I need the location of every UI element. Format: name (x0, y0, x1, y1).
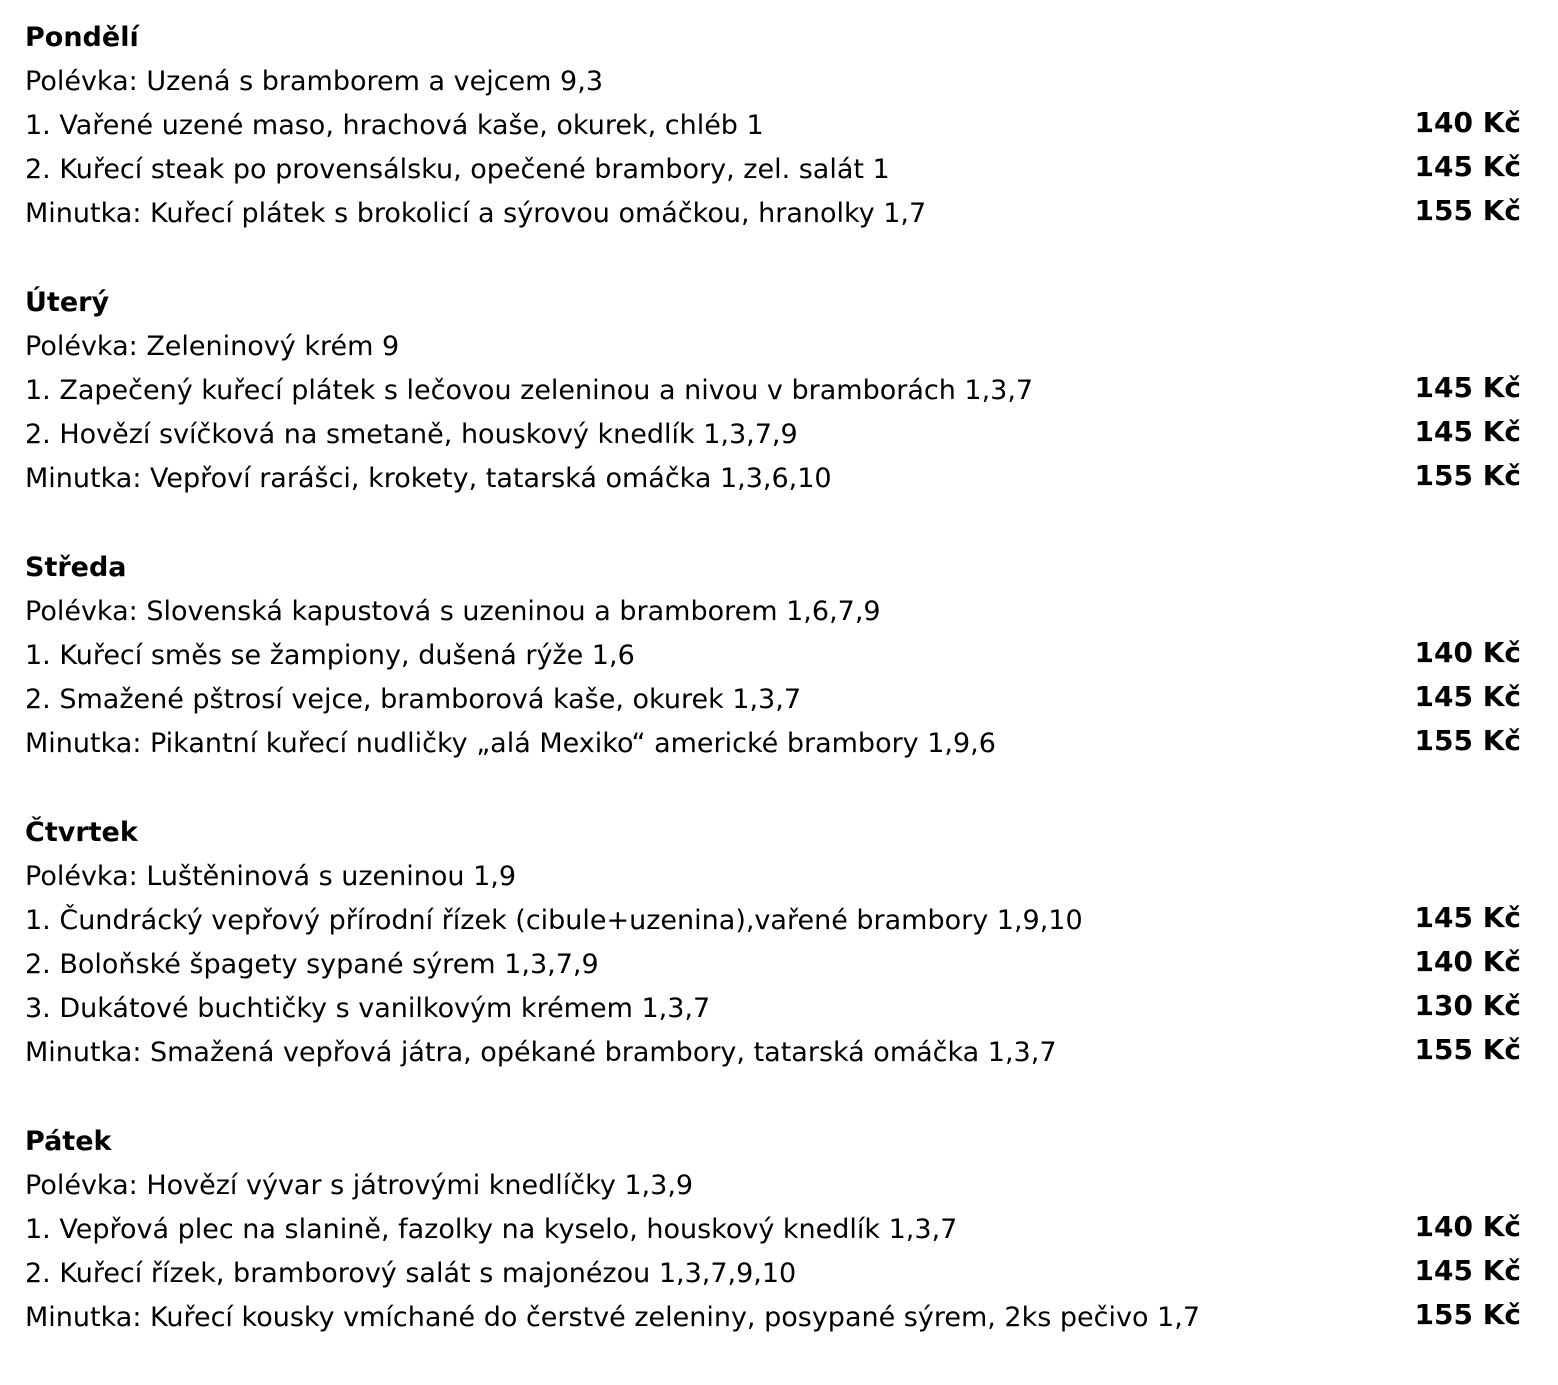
menu-item (25, 192, 1521, 236)
menu-item-text: 1. Vepřová plec na slanině, fazolky na kyselo, houskový knedlík 1,3,7 (25, 1214, 958, 1245)
menu-item-text: 1. Kuřecí směs se žampiony, dušená rýže 1,6 (25, 640, 635, 671)
menu-item-text: 2. Smažené pštrosí vejce, bramborová kaše, okurek 1,3,7 (25, 684, 801, 715)
menu-item-price: 140 Kč (1414, 636, 1521, 669)
menu-item-text: 1. Čundrácký vepřový přírodní řízek (cibule+uzenina),vařené brambory 1,9,10 (25, 905, 1083, 936)
menu-item-price: 145 Kč (1414, 680, 1521, 713)
menu-item-price: 155 Kč (1414, 459, 1521, 492)
day-title: Pátek (25, 1126, 112, 1157)
menu-item (25, 899, 1521, 943)
menu-item-text: Minutka: Pikantní kuřecí nudličky „alá Mexiko“ americké brambory 1,9,6 (25, 728, 996, 759)
menu-item-text: 2. Hovězí svíčková na smetaně, houskový knedlík 1,3,7,9 (25, 419, 798, 450)
menu-item-price: 130 Kč (1414, 989, 1521, 1022)
menu-item-price: 140 Kč (1414, 1210, 1521, 1243)
menu-item (25, 634, 1521, 678)
day-section-monday (25, 16, 1521, 236)
menu-item-price: 140 Kč (1414, 945, 1521, 978)
menu-item-price: 145 Kč (1414, 415, 1521, 448)
menu-item-text: Polévka: Zeleninový krém 9 (25, 331, 400, 362)
menu-item-text: Polévka: Uzená s bramborem a vejcem 9,3 (25, 66, 603, 97)
menu-item-price: 145 Kč (1414, 1254, 1521, 1287)
menu-item-price: 145 Kč (1414, 150, 1521, 183)
menu-item-text: 1. Zapečený kuřecí plátek s lečovou zeleninou a nivou v bramborách 1,3,7 (25, 375, 1034, 406)
menu-item-soup (25, 855, 1521, 899)
menu-item (25, 1296, 1521, 1340)
menu-item-price: 155 Kč (1414, 194, 1521, 227)
menu-item (25, 1031, 1521, 1075)
menu-item-soup (25, 60, 1521, 104)
menu-item-text: 2. Kuřecí steak po provensálsku, opečené brambory, zel. salát 1 (25, 154, 890, 185)
menu-item-text: 3. Dukátové buchtičky s vanilkovým krémem 1,3,7 (25, 993, 711, 1024)
menu-item-price: 145 Kč (1414, 901, 1521, 934)
menu-item (25, 1252, 1521, 1296)
menu-item (25, 678, 1521, 722)
menu-item-text: Minutka: Vepřoví rarášci, krokety, tatarská omáčka 1,3,6,10 (25, 463, 832, 494)
menu-item-price: 155 Kč (1414, 1033, 1521, 1066)
menu-item (25, 987, 1521, 1031)
menu-item (25, 104, 1521, 148)
menu-item-price: 140 Kč (1414, 106, 1521, 139)
menu-item-text: 2. Boloňské špagety sypané sýrem 1,3,7,9 (25, 949, 599, 980)
menu-item (25, 457, 1521, 501)
menu-item (25, 148, 1521, 192)
menu-item (25, 369, 1521, 413)
menu-item-soup (25, 1164, 1521, 1208)
day-title: Pondělí (25, 22, 139, 53)
day-section-tuesday (25, 281, 1521, 501)
menu-item-text: Minutka: Kuřecí plátek s brokolicí a sýrovou omáčkou, hranolky 1,7 (25, 198, 927, 229)
menu-item-soup (25, 590, 1521, 634)
menu-item-soup (25, 325, 1521, 369)
day-section-friday (25, 1120, 1521, 1340)
menu-item-text: Polévka: Slovenská kapustová s uzeninou a bramborem 1,6,7,9 (25, 596, 881, 627)
menu-item (25, 943, 1521, 987)
menu-item (25, 722, 1521, 766)
day-title: Úterý (25, 287, 110, 318)
menu-item-price: 145 Kč (1414, 371, 1521, 404)
day-section-thursday (25, 811, 1521, 1075)
weekly-menu (25, 16, 1521, 1385)
menu-item-text: Minutka: Smažená vepřová játra, opékané brambory, tatarská omáčka 1,3,7 (25, 1037, 1057, 1068)
day-section-wednesday (25, 546, 1521, 766)
menu-item (25, 413, 1521, 457)
day-title: Čtvrtek (25, 817, 138, 848)
menu-item-text: 1. Vařené uzené maso, hrachová kaše, okurek, chléb 1 (25, 110, 764, 141)
day-title: Středa (25, 552, 127, 583)
menu-item-text: Minutka: Kuřecí kousky vmíchané do čerstvé zeleniny, posypané sýrem, 2ks pečivo 1,7 (25, 1302, 1201, 1333)
menu-item-text: Polévka: Hovězí vývar s játrovými knedlíčky 1,3,9 (25, 1170, 694, 1201)
menu-item (25, 1208, 1521, 1252)
menu-item-price: 155 Kč (1414, 724, 1521, 757)
menu-item-text: 2. Kuřecí řízek, bramborový salát s majonézou 1,3,7,9,10 (25, 1258, 797, 1289)
menu-item-price: 155 Kč (1414, 1298, 1521, 1331)
menu-item-text: Polévka: Luštěninová s uzeninou 1,9 (25, 861, 517, 892)
